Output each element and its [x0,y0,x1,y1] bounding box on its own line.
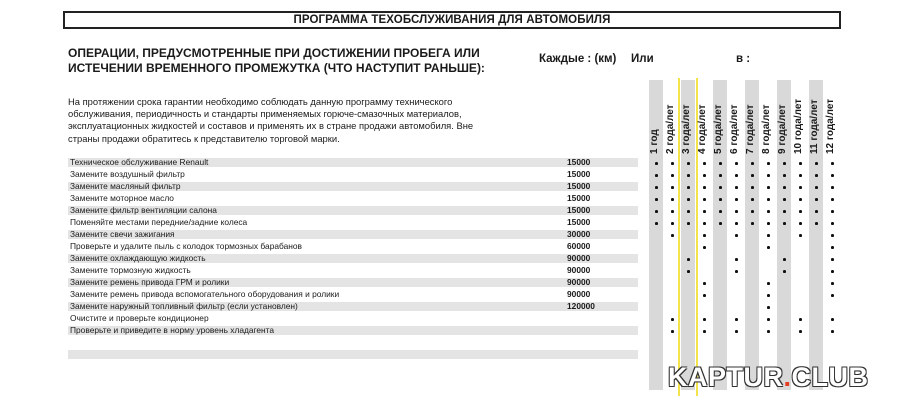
schedule-dot [831,198,834,201]
operation-label: Замените масляный фильтр [70,181,181,191]
column-header: 6 года/лет [729,104,740,154]
operation-label: Техническое обслуживание Renault [70,157,209,167]
schedule-dot [703,210,706,213]
operation-km: 15000 [567,181,591,191]
schedule-dot [687,258,690,261]
schedule-dot [703,246,706,249]
schedule-dot [671,234,674,237]
schedule-dot [815,174,818,177]
schedule-dot [687,210,690,213]
heading-line-2: ИСТЕЧЕНИИ ВРЕМЕННОГО ПРОМЕЖУТКА (ЧТО НАСТУПИТ РАНЬШЕ): [68,61,485,75]
operation-km: 90000 [567,253,591,263]
operation-km: 15000 [567,193,591,203]
schedule-dot [767,162,770,165]
operation-km: 90000 [567,289,591,299]
schedule-dot [831,234,834,237]
schedule-dot [799,318,802,321]
schedule-dot [767,318,770,321]
schedule-dot [655,198,658,201]
schedule-dot [703,186,706,189]
schedule-dot [703,282,706,285]
operation-km: 90000 [567,277,591,287]
schedule-dot [831,246,834,249]
operation-label: Замените охлаждающую жидкость [70,253,206,263]
schedule-dot [671,318,674,321]
schedule-dot [815,162,818,165]
schedule-dot [751,222,754,225]
operation-km: 60000 [567,241,591,251]
schedule-dot [783,162,786,165]
operation-label: Поменяйте местами передние/задние колеса [70,217,248,227]
schedule-dot [703,174,706,177]
schedule-dot [655,186,658,189]
watermark-right: CLUB [791,362,869,392]
schedule-dot [687,270,690,273]
schedule-dot [655,210,658,213]
operation-km: 30000 [567,229,591,239]
schedule-dot [735,234,738,237]
schedule-dot [735,186,738,189]
column-header: 11 года/лет [809,99,820,154]
operation-label: Замените ремень привода вспомогательного оборудования и ролики [70,289,340,299]
schedule-dot [703,162,706,165]
schedule-dot [831,162,834,165]
schedule-dot [783,186,786,189]
schedule-dot [831,258,834,261]
schedule-heading [68,46,508,76]
schedule-dot [815,198,818,201]
schedule-dot [767,246,770,249]
intro-line-1: На протяжении срока гарантии необходимо соблюдать данную программу технического [68,96,453,107]
schedule-dot [767,174,770,177]
column-header: 5 года/лет [713,104,724,154]
schedule-dot [783,270,786,273]
schedule-dot [815,210,818,213]
operation-km: 90000 [567,265,591,275]
heading-line-1: ОПЕРАЦИИ, ПРЕДУСМОТРЕННЫЕ ПРИ ДОСТИЖЕНИИ ПРОБЕГА ИЛИ [68,46,480,60]
page-title: ПРОГРАММА ТЕХОБСЛУЖИВАНИЯ ДЛЯ АВТОМОБИЛЯ [63,11,841,29]
schedule-dot [751,174,754,177]
schedule-dot [703,294,706,297]
schedule-dot [687,186,690,189]
schedule-dot [735,174,738,177]
operation-label: Замените моторное масло [70,193,174,203]
schedule-dot [767,222,770,225]
column-header: 7 года/лет [745,104,756,154]
schedule-dot [815,186,818,189]
schedule-dot [719,222,722,225]
column-header: 2 года/лет [665,104,676,154]
schedule-dot [831,222,834,225]
watermark-left: KAPTUR [668,362,784,392]
schedule-dot [831,210,834,213]
schedule-dot [767,294,770,297]
intro-line-2: обслуживания, периодичность и стандарты применяемых горюче-смазочных материалов, [68,108,462,120]
schedule-dot [831,282,834,285]
schedule-dot [799,174,802,177]
schedule-dot [767,234,770,237]
schedule-dot [767,306,770,309]
schedule-dot [831,318,834,321]
schedule-dot [799,234,802,237]
schedule-dot [767,330,770,333]
operation-km: 120000 [567,301,595,311]
operation-km: 15000 [567,205,591,215]
schedule-dot [655,162,658,165]
schedule-dot [831,186,834,189]
schedule-dot [655,222,658,225]
operation-km: 15000 [567,157,591,167]
schedule-dot [703,234,706,237]
schedule-dot [735,210,738,213]
schedule-dot [719,198,722,201]
schedule-dot [735,258,738,261]
column-header: 12 года/лет [825,98,836,154]
schedule-dot [687,162,690,165]
schedule-dot [799,330,802,333]
schedule-dot [783,174,786,177]
every-km-label: Каждые : (км) [539,53,617,65]
schedule-dot [655,174,658,177]
schedule-dot [671,330,674,333]
schedule-dot [735,330,738,333]
schedule-dot [671,174,674,177]
schedule-dot [783,210,786,213]
schedule-dot [751,162,754,165]
schedule-dot [799,198,802,201]
schedule-dot [719,186,722,189]
column-header: 1 год [649,129,660,154]
schedule-dot [735,318,738,321]
operation-label: Замените наружный топливный фильтр (если установлен) [70,301,298,311]
column-header: 4 года/лет [697,104,708,154]
schedule-dot [799,222,802,225]
schedule-dot [735,162,738,165]
operation-label: Замените фильтр вентиляции салона [70,205,217,215]
schedule-dot [671,162,674,165]
schedule-dot [671,222,674,225]
intro-line-3: эксплуатационных жидкостей и составов и применять их в стране продажи автомобиля. Вне [68,120,474,132]
intro-text [68,96,538,145]
schedule-dot [719,162,722,165]
schedule-dot [687,198,690,201]
schedule-dot [767,198,770,201]
watermark-dot: . [783,362,792,392]
operation-label: Замените ремень привода ГРМ и ролики [70,277,230,287]
schedule-dot [703,222,706,225]
schedule-dot [751,210,754,213]
operation-label: Проверьте и удалите пыль с колодок тормозных барабанов [70,241,303,251]
schedule-dot [767,210,770,213]
schedule-dot [831,174,834,177]
row-stripe [68,350,638,359]
operation-label: Замените свечи зажигания [70,229,175,239]
schedule-dot [831,270,834,273]
column-header: 10 года/лет [793,98,804,154]
schedule-dot [751,198,754,201]
schedule-dot [671,198,674,201]
column-header: 9 года/лет [777,104,788,154]
schedule-dot [703,198,706,201]
schedule-dot [799,210,802,213]
intro-line-4: страны продажи обратитесь к представителю торговой марки. [68,132,340,144]
operation-km: 15000 [567,169,591,179]
schedule-dot [735,198,738,201]
schedule-dot [719,174,722,177]
operation-km: 15000 [567,217,591,227]
schedule-dot [687,174,690,177]
column-header: 8 года/лет [761,104,772,154]
operation-label: Проверьте и приведите в норму уровень хладагента [70,325,275,335]
schedule-dot [799,162,802,165]
schedule-dot [783,198,786,201]
schedule-dot [671,210,674,213]
schedule-dot [719,210,722,213]
schedule-dot [783,222,786,225]
watermark-logo [668,362,869,393]
column-header: 3 года/лет [681,104,692,154]
schedule-dot [703,330,706,333]
operation-label: Замените воздушный фильтр [70,169,185,179]
schedule-dot [799,186,802,189]
or-label: Или [631,53,654,65]
schedule-dot [831,294,834,297]
schedule-dot [735,270,738,273]
operation-label: Очистите и проверьте кондиционер [70,313,209,323]
schedule-dot [783,258,786,261]
schedule-dot [671,186,674,189]
schedule-dot [703,318,706,321]
in-label: в : [736,53,751,65]
schedule-dot [815,222,818,225]
schedule-dot [767,282,770,285]
schedule-dot [735,222,738,225]
operation-label: Замените тормозную жидкость [70,265,191,275]
schedule-dot [687,222,690,225]
schedule-dot [767,186,770,189]
schedule-dot [751,186,754,189]
schedule-dot [831,330,834,333]
